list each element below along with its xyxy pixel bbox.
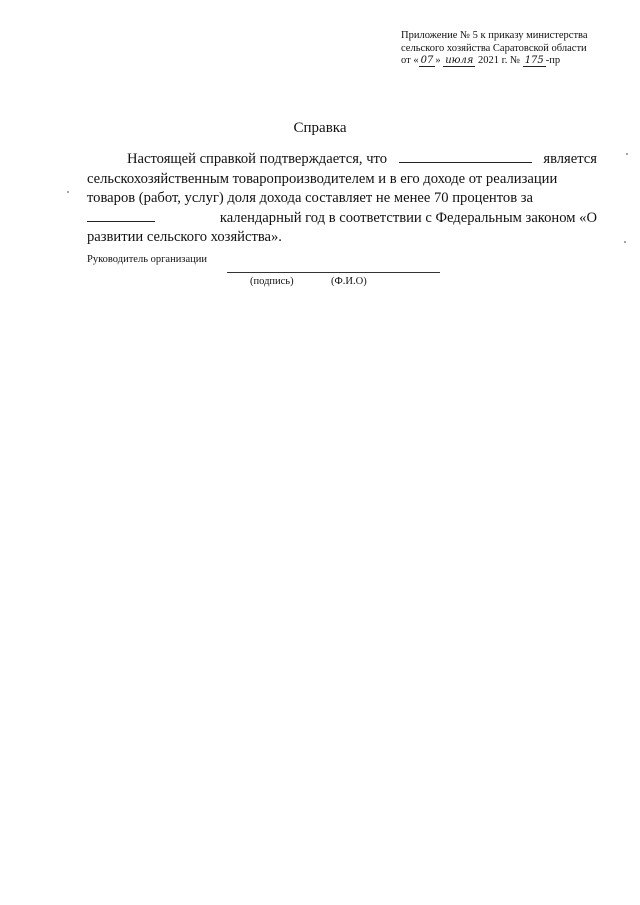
appendix-line-3 (401, 55, 621, 68)
appendix-month: июля (445, 55, 474, 66)
certificate-body (87, 150, 597, 248)
body-row-3 (87, 189, 597, 209)
body-row-5 (87, 228, 597, 248)
body-row-4-text: календарный год в соответствии с Федеральным законом «О (219, 209, 597, 226)
organization-name-blank (399, 150, 532, 163)
scan-speck (624, 241, 626, 243)
appendix-number: 175 (524, 55, 544, 66)
document-title: Справка (293, 120, 347, 136)
scan-speck (67, 191, 69, 193)
full-name-caption: (Ф.И.О) (331, 276, 367, 287)
appendix-line-1: Приложение № 5 к приказу министерства (401, 30, 588, 41)
appendix-header (401, 30, 621, 68)
signature-line (227, 272, 440, 273)
head-of-organization-label: Руководитель организации (87, 254, 207, 265)
body-row-2-text: сельскохозяйственным товаропроизводителем и в его доходе от реализации (87, 170, 558, 187)
year-blank (87, 209, 155, 222)
body-row-4 (87, 209, 597, 229)
body-row-1 (87, 150, 597, 170)
body-row-2 (87, 170, 597, 190)
appendix-day: 07 (420, 55, 434, 66)
appendix-year: 2021 г. № (478, 55, 521, 66)
appendix-line-2: сельского хозяйства Саратовской области (401, 42, 587, 54)
body-row-1-start: Настоящей справкой подтверждается, что (127, 151, 388, 167)
appendix-date-prefix: от « (401, 55, 419, 66)
body-row-3-text: товаров (работ, услуг) доля дохода составляет не менее 70 процентов за (87, 190, 533, 206)
signature-caption: (подпись) (250, 276, 294, 287)
scan-speck (626, 153, 628, 155)
appendix-number-suffix: -пр (545, 55, 561, 66)
appendix-date-mid: » (435, 55, 441, 66)
body-row-5-text: развитии сельского хозяйства». (87, 229, 282, 245)
body-row-1-end: является (543, 151, 597, 167)
